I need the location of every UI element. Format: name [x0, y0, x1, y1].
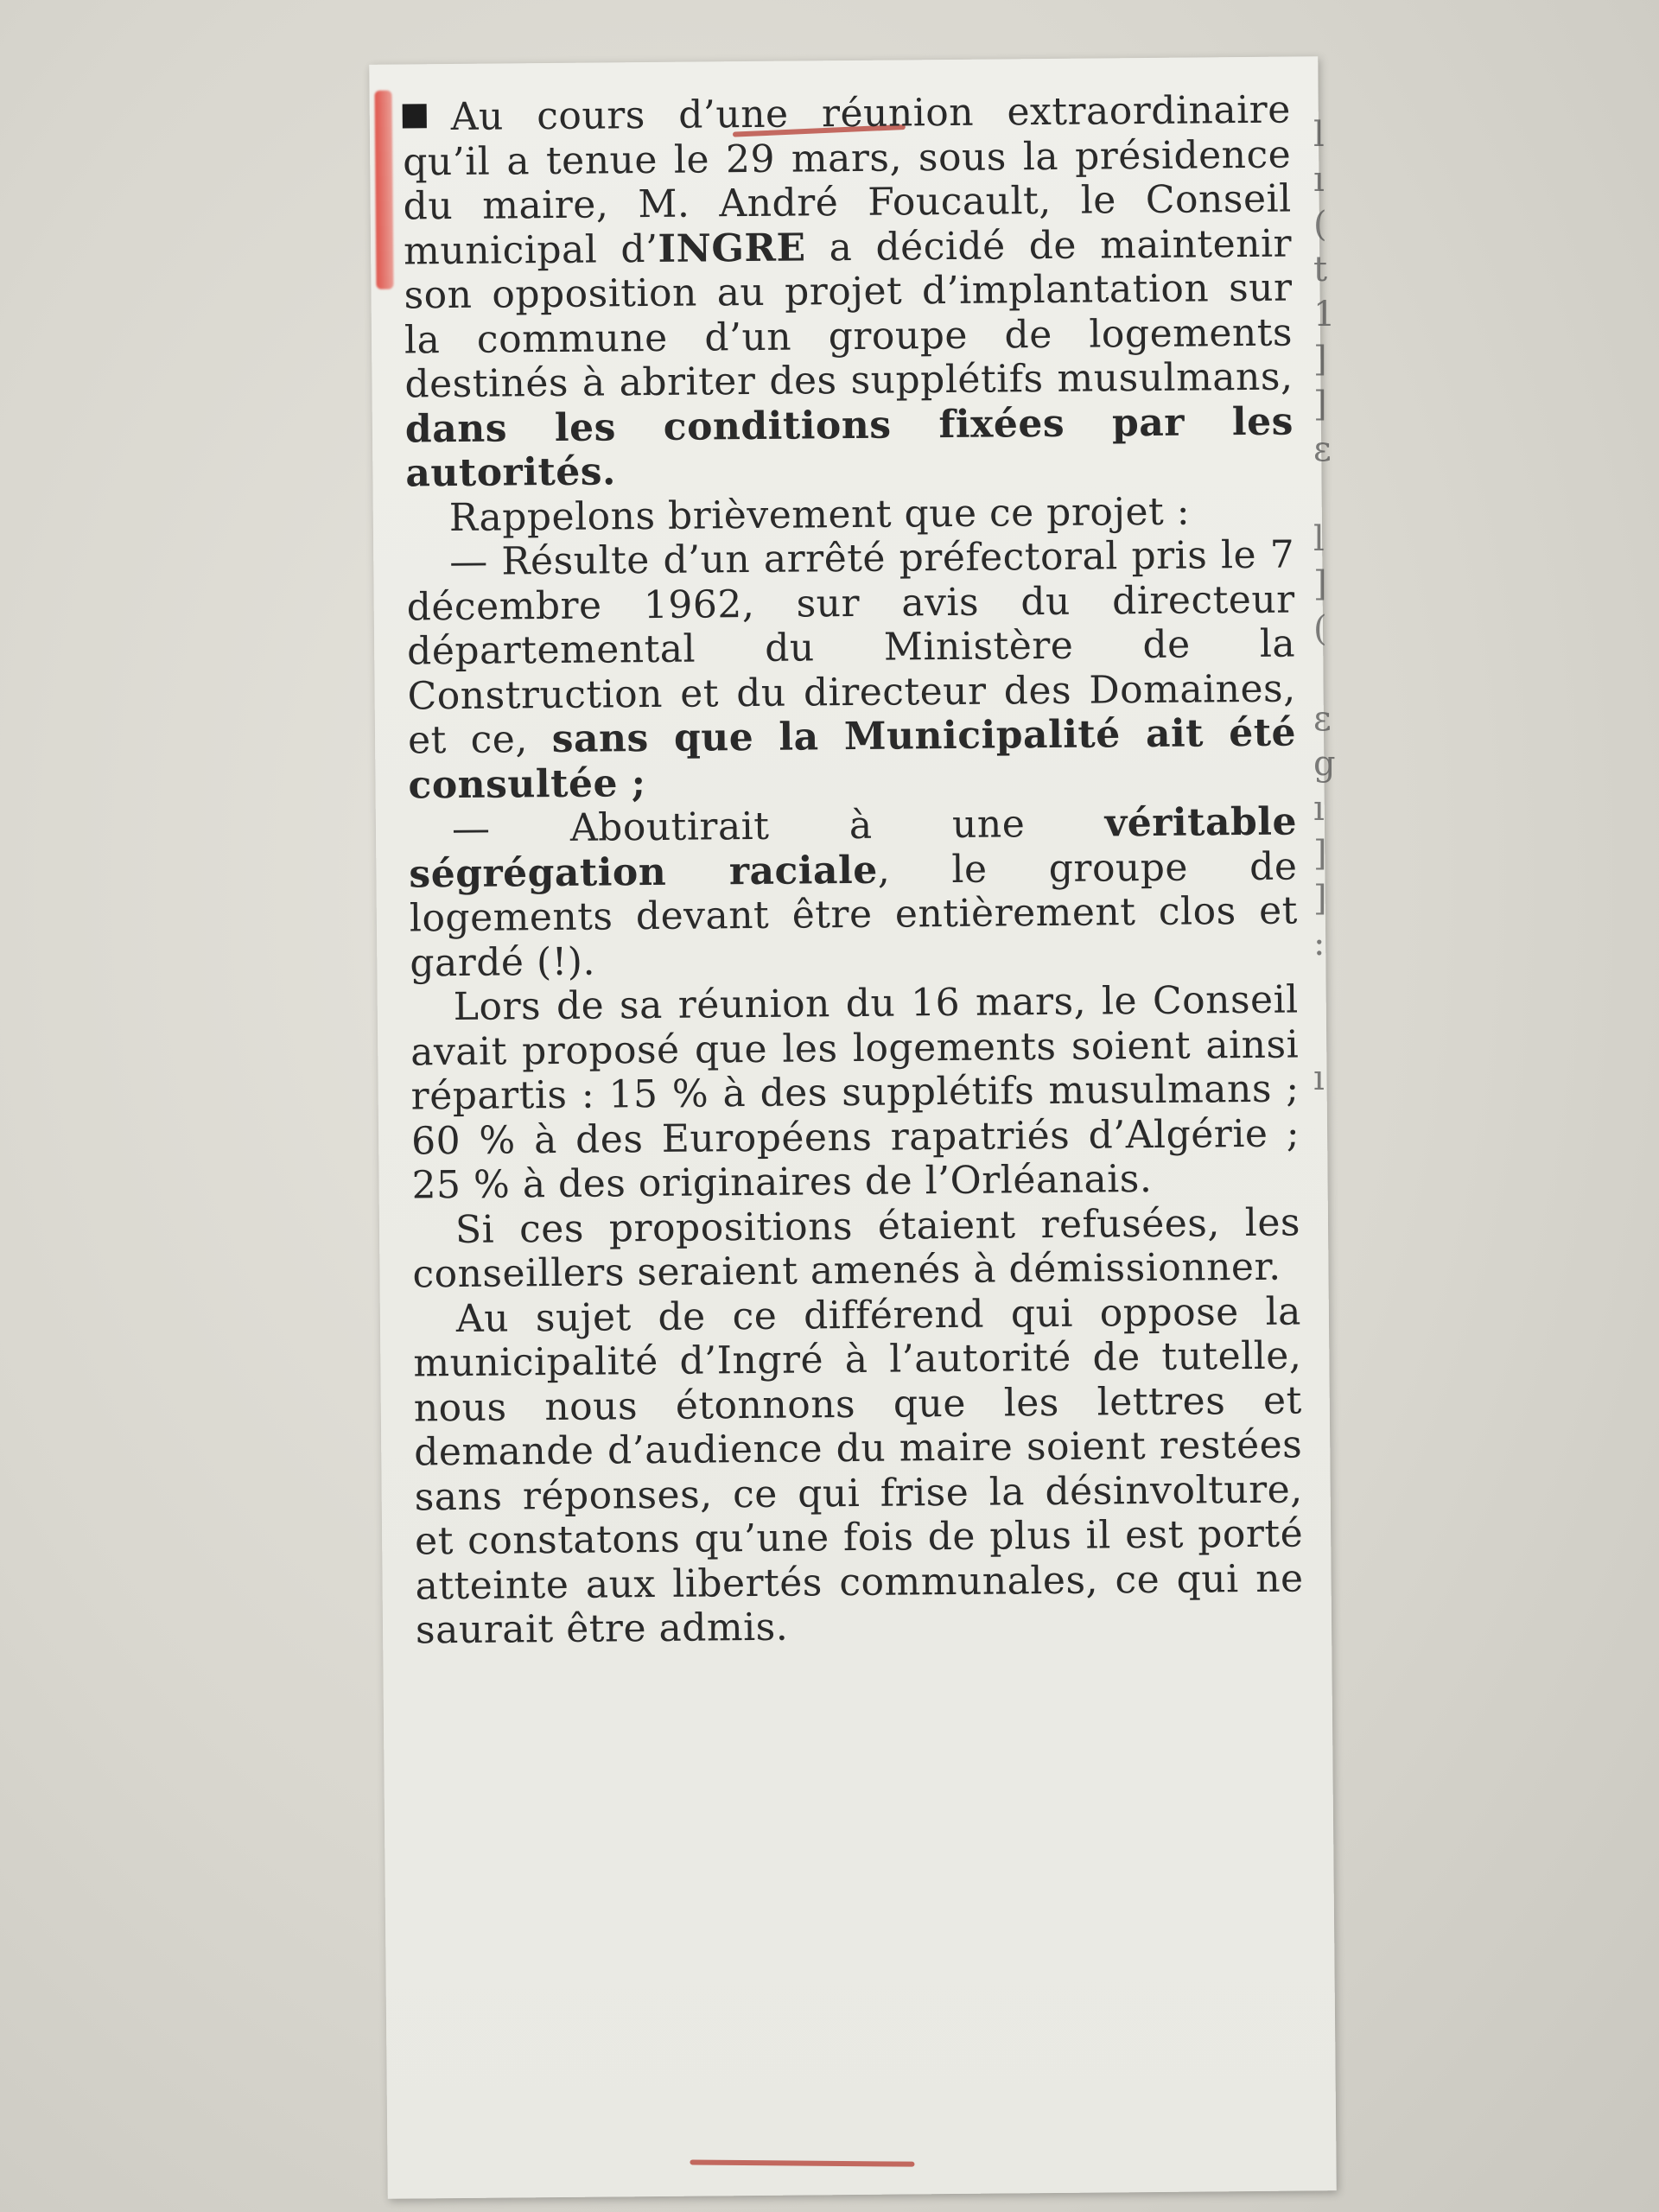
neighbor-column-fragments — [1313, 112, 1336, 1236]
edge-fragment — [1313, 652, 1331, 696]
p4-text-b: , le groupe de logements devant être entièrement clos et gardé (!). — [409, 844, 1299, 985]
p7-text: Au sujet de ce différend qui oppose la municipalité d’Ingré à l’autorité de tutelle, nous nous étonnons que les lettres et demande d’audience du maire soient restées sans réponses, ce qui frise la désinvolture, et constatons qu’une fois de plus il est porté atteinte aux libertés communales, ce qui ne saurait être admis. — [413, 1288, 1304, 1653]
paragraph-2 — [406, 488, 1294, 540]
p4-bold: véritable ségrégation raciale — [409, 799, 1298, 896]
edge-fragment — [1313, 966, 1331, 1011]
edge-fragment: ı — [1313, 160, 1325, 200]
p2-text: Rappelons brièvement que ce projet : — [448, 489, 1191, 540]
paragraph-5 — [410, 977, 1300, 1207]
edge-fragment: ( — [1313, 609, 1327, 649]
p3-bold: sans que la Municipalité ait été consultée ; — [408, 710, 1297, 807]
edge-fragment: ı — [1313, 1058, 1325, 1098]
edge-fragment: l — [1313, 115, 1325, 155]
edge-fragment: ] — [1313, 834, 1327, 874]
edge-fragment: t — [1313, 250, 1328, 289]
p4-text-a: — Aboutirait à une — [451, 801, 1105, 852]
edge-fragment: : — [1313, 924, 1325, 963]
edge-fragment: 1 — [1313, 295, 1336, 334]
paragraph-7 — [413, 1289, 1305, 1653]
edge-fragment: ] — [1313, 385, 1327, 424]
edge-fragment: ] — [1313, 564, 1327, 604]
paragraph-3 — [406, 533, 1297, 808]
p5-text: Lors de sa réunion du 16 mars, le Conseil avait proposé que les logements soient ainsi répartis : 15 % à des supplétifs musulmans ; 60 % à des Européens rapatriés d’Algérie ; 25 % à des originaires de l’Orléanais. — [410, 977, 1300, 1208]
edge-fragment: l — [1313, 519, 1325, 559]
newspaper-clipping — [369, 56, 1337, 2198]
edge-fragment: ] — [1313, 879, 1327, 918]
paragraph-6 — [412, 1200, 1301, 1297]
edge-fragment — [1313, 1011, 1331, 1056]
paragraph-4 — [409, 800, 1299, 986]
paragraph-1 — [403, 88, 1294, 496]
red-marker-stroke — [375, 91, 394, 289]
red-strike-bottom — [690, 2159, 914, 2166]
bullet-square-icon — [403, 104, 427, 128]
edge-fragment: ε — [1313, 429, 1332, 469]
edge-fragment — [1313, 472, 1331, 517]
p6-text: Si ces propositions étaient refusées, les conseillers seraient amenés à démissionner. — [412, 1199, 1301, 1297]
edge-fragment: g — [1313, 744, 1336, 784]
p3-text: — Résulte d’un arrêté préfectoral pris le 7 décembre 1962, sur avis du directeur départemental du Ministère de la Construction et du directeur des Domaines, et ce, — [406, 532, 1296, 763]
edge-fragment — [1313, 1146, 1331, 1191]
article-text — [403, 88, 1305, 1653]
p1-bold-ingre: INGRE — [658, 225, 806, 271]
edge-fragment: ı — [1313, 789, 1325, 829]
p1-text-b: a décidé de maintenir son opposition au projet d’implantation sur la commune d’un groupe de logements destinés à abriter des supplétifs musulmans, — [404, 221, 1294, 407]
edge-fragment: ] — [1313, 340, 1327, 379]
edge-fragment: ε — [1313, 699, 1332, 739]
p1-text-a: Au cours d’une réunion extraordinaire qu’il a tenue le 29 mars, sous la présidence du maire, M. André Foucault, le Conseil municipal d’ — [403, 87, 1292, 273]
p1-bold-conditions: dans les conditions fixées par les autorités. — [404, 399, 1294, 496]
edge-fragment: ( — [1313, 205, 1327, 245]
edge-fragment — [1313, 1101, 1331, 1146]
